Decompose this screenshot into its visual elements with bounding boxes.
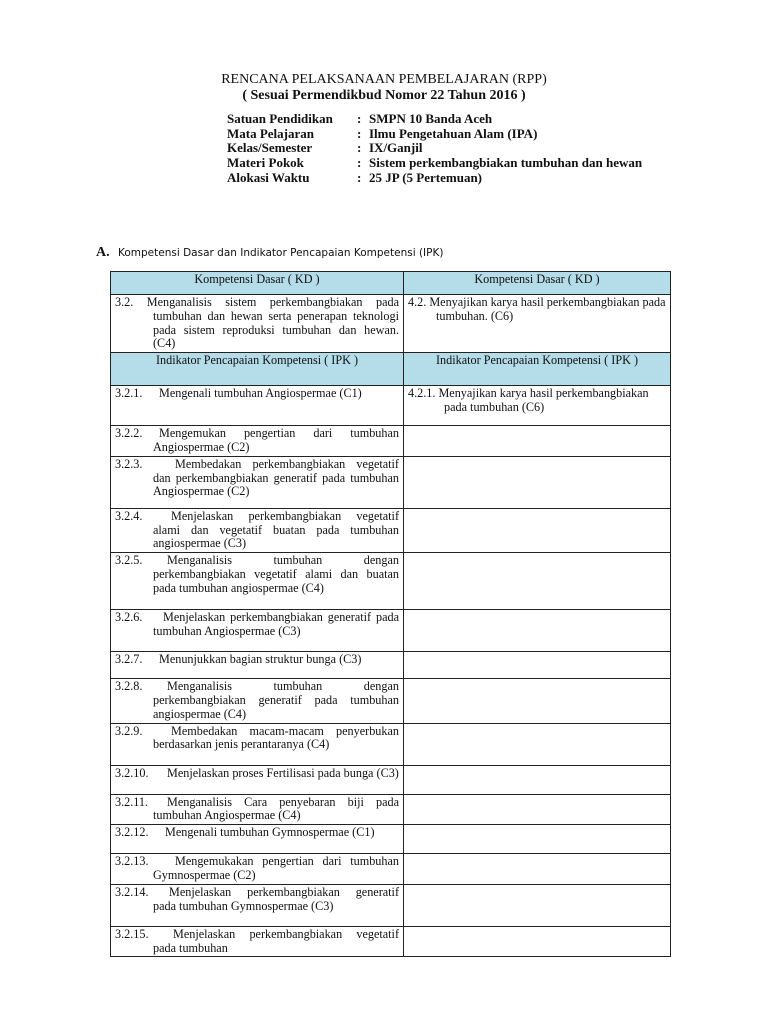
- ipk-number: 3.2.7.: [115, 652, 143, 667]
- ipk-item: [115, 458, 399, 499]
- ipk-right-cell: [404, 508, 671, 552]
- ipk-text: Menunjukkan bagian struktur bunga (C3): [159, 652, 362, 667]
- meta-row-school: [227, 112, 667, 127]
- kd-header-row: [111, 272, 671, 295]
- ipk-header-left: Indikator Pencapaian Kompetensi ( IPK ): [111, 353, 404, 386]
- ipk-number: 3.2.8.: [115, 679, 143, 694]
- ipk-text: Mengenali tumbuhan Angiospermae (C1): [159, 386, 362, 401]
- ipk-number: 3.2.1.: [115, 386, 143, 401]
- ipk-text: Menjelaskan perkembangbiakan generatif pada tumbuhan Gymnospermae (C3): [153, 884, 399, 913]
- ipk-item: [115, 680, 399, 721]
- ipk-item: [115, 796, 399, 824]
- ipk-item: [115, 826, 399, 840]
- ipk-text: Menjelaskan perkembangbiakan vegetatif alami dan vegetatif buatan pada tumbuhan angiospermae (C3): [153, 508, 399, 551]
- ipk-right-cell: [404, 679, 671, 723]
- ipk-right-text: 4.2.1. Menyajikan karya hasil perkembangbiakan pada tumbuhan (C6): [408, 386, 649, 414]
- ipk-left-cell: [111, 386, 404, 426]
- ipk-item: [115, 886, 399, 914]
- ipk-left-cell: [111, 765, 404, 794]
- ipk-left-cell: [111, 825, 404, 854]
- meta-row-topic: [227, 156, 667, 171]
- ipk-row: [111, 723, 671, 765]
- ipk-row: [111, 553, 671, 610]
- ipk-number: 3.2.5.: [115, 553, 143, 568]
- ipk-right-cell: [404, 610, 671, 652]
- ipk-number: 3.2.6.: [115, 610, 143, 625]
- ipk-left-cell: [111, 679, 404, 723]
- meta-value: IX/Ganjil: [369, 140, 423, 155]
- meta-label: Kelas/Semester: [227, 140, 313, 155]
- meta-colon: :: [357, 125, 362, 141]
- ipk-row: [111, 652, 671, 679]
- kd-header-right: Kompetensi Dasar ( KD ): [404, 272, 671, 295]
- ipk-row: [111, 508, 671, 552]
- ipk-number: 3.2.9.: [115, 723, 143, 738]
- meta-value: Sistem perkembangbiakan tumbuhan dan hewan: [369, 154, 643, 170]
- meta-colon: :: [357, 111, 362, 126]
- ipk-row: [111, 825, 671, 854]
- document-title-block: [0, 72, 768, 104]
- ipk-row: [111, 794, 671, 825]
- ipk-right-cell: [404, 825, 671, 854]
- ipk-right-cell: [404, 765, 671, 794]
- ipk-left-cell: [111, 854, 404, 885]
- ipk-row: [111, 926, 671, 957]
- ipk-left-cell: [111, 794, 404, 825]
- ipk-left-cell: [111, 884, 404, 926]
- ipk-number: 3.2.11.: [115, 794, 149, 809]
- meta-row-subject: [227, 127, 667, 142]
- identity-block: [227, 112, 667, 186]
- ipk-item: [115, 510, 399, 551]
- kd-row: [111, 295, 671, 353]
- meta-label: Mata Pelajaran: [227, 125, 315, 141]
- ipk-row: [111, 386, 671, 426]
- ipk-right-cell: [404, 884, 671, 926]
- ipk-number: 3.2.2.: [115, 426, 143, 441]
- ipk-number: 3.2.10.: [115, 765, 149, 780]
- ipk-right-cell: [404, 652, 671, 679]
- meta-value: Ilmu Pengetahuan Alam (IPA): [369, 125, 538, 141]
- meta-label: Satuan Pendidikan: [227, 111, 333, 126]
- meta-value: 25 JP (5 Pertemuan): [369, 170, 483, 185]
- ipk-item: [115, 653, 399, 667]
- ipk-left-cell: [111, 508, 404, 552]
- meta-row-time: [227, 171, 667, 186]
- ipk-item: [115, 554, 399, 595]
- section-title: Kompetensi Dasar dan Indikator Pencapaian Kompetensi (IPK): [118, 247, 444, 259]
- ipk-text: Menganalisis Cara penyebaran biji pada tumbuhan Angiospermae (C4): [153, 794, 399, 823]
- ipk-left-cell: [111, 456, 404, 508]
- ipk-left-cell: [111, 553, 404, 610]
- ipk-text: Membedakan macam-macam penyerbukan berdasarkan jenis perantaranya (C4): [153, 723, 399, 752]
- ipk-right-cell: [404, 456, 671, 508]
- ipk-item: [115, 387, 399, 401]
- ipk-row: [111, 456, 671, 508]
- meta-label: Alokasi Waktu: [227, 170, 310, 185]
- ipk-item: [115, 427, 399, 455]
- ipk-left-cell: [111, 426, 404, 457]
- ipk-row: [111, 610, 671, 652]
- ipk-row: [111, 426, 671, 457]
- ipk-item: [115, 855, 399, 883]
- meta-colon: :: [357, 154, 362, 170]
- kd-right-cell: [404, 295, 671, 353]
- ipk-right-cell: [404, 426, 671, 457]
- ipk-row: [111, 854, 671, 885]
- ipk-left-cell: [111, 926, 404, 957]
- kd-right-text: 4.2. Menyajikan karya hasil perkembangbiakan pada tumbuhan. (C6): [408, 295, 666, 323]
- ipk-right-cell: [404, 926, 671, 957]
- ipk-number: 3.2.15.: [115, 926, 149, 941]
- ipk-number: 3.2.12.: [115, 825, 149, 840]
- ipk-right-cell: [404, 723, 671, 765]
- meta-colon: :: [357, 170, 362, 185]
- ipk-header-row: [111, 353, 671, 386]
- ipk-text: Menjelaskan perkembangbiakan generatif pada tumbuhan Angiospermae (C3): [153, 610, 399, 638]
- ipk-right-cell: [404, 553, 671, 610]
- ipk-text: Menjelaskan proses Fertilisasi pada bunga (C3): [167, 765, 399, 780]
- ipk-left-cell: [111, 610, 404, 652]
- ipk-number: 3.2.3.: [115, 456, 143, 471]
- ipk-text: Menjelaskan perkembangbiakan vegetatif pada tumbuhan: [153, 926, 399, 955]
- ipk-number: 3.2.13.: [115, 854, 149, 869]
- ipk-item: [115, 725, 399, 753]
- document-title: RENCANA PELAKSANAAN PEMBELAJARAN (RPP): [221, 72, 547, 87]
- kd-left-cell: [111, 295, 404, 353]
- competency-table: [110, 271, 671, 957]
- ipk-text: Menganalisis tumbuhan dengan perkembangbiakan vegetatif alami dan buatan pada tumbuhan angiospermae (C4): [153, 553, 399, 595]
- ipk-text: Mengemukan pengertian dari tumbuhan Angiospermae (C2): [153, 426, 399, 454]
- ipk-row: [111, 765, 671, 794]
- ipk-right-cell: [404, 854, 671, 885]
- ipk-left-cell: [111, 723, 404, 765]
- ipk-number: 3.2.4.: [115, 508, 143, 523]
- meta-colon: :: [357, 140, 362, 155]
- ipk-left-cell: [111, 652, 404, 679]
- ipk-right-cell: [404, 386, 671, 426]
- ipk-header-right: Indikator Pencapaian Kompetensi ( IPK ): [404, 353, 671, 386]
- document-subtitle: ( Sesuai Permendikbud Nomor 22 Tahun 2016 ): [242, 88, 526, 103]
- ipk-item: [115, 928, 399, 956]
- meta-value: SMPN 10 Banda Aceh: [369, 111, 493, 126]
- ipk-text: Menganalisis tumbuhan dengan perkembangbiakan generatif pada tumbuhan angiospermae (C4): [153, 679, 399, 721]
- ipk-number: 3.2.14.: [115, 884, 149, 899]
- section-letter: A.: [96, 245, 110, 260]
- ipk-text: Mengemukakan pengertian dari tumbuhan Gymnospermae (C2): [153, 854, 399, 882]
- section-heading: [96, 245, 443, 261]
- kd-header-left: Kompetensi Dasar ( KD ): [111, 272, 404, 295]
- meta-row-class: [227, 141, 667, 156]
- ipk-text: Mengenali tumbuhan Gymnospermae (C1): [165, 825, 375, 840]
- meta-label: Materi Pokok: [227, 154, 304, 170]
- ipk-text: Membedakan perkembangbiakan vegetatif dan perkembangbiakan generatif pada tumbuhan Angiospermae (C2): [153, 456, 399, 499]
- ipk-right-cell: [404, 794, 671, 825]
- kd-left-text: 3.2. Menganalisis sistem perkembangbiakan pada tumbuhan dan hewan serta penerapan teknologi pada sistem reproduksi tumbuhan dan hewan. (C4): [115, 295, 399, 351]
- ipk-row: [111, 884, 671, 926]
- ipk-item: [115, 767, 399, 781]
- ipk-item: [115, 611, 399, 639]
- ipk-row: [111, 679, 671, 723]
